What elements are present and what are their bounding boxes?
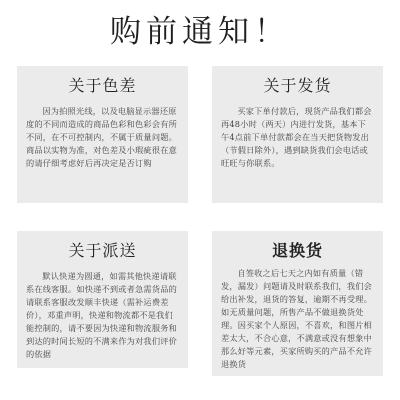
card-body: 因为拍照光线，以及电脑显示器还原度的不同而造成的商品色彩和色彩会有所不同，在不可控制内，不属于质量问题。商品以实物为准，对色差及小瑕疵很在意的请仔细考虑好后再决定是否订购 [26,106,177,168]
card-title: 退换货 [271,241,323,260]
shipping-card [212,66,383,203]
color-difference-card [17,66,188,203]
card-body: 默认快递为圆通，如需其他快递请联系在线客服。如快递不到或者急需货品的请联系客服改发顺丰快递（需补运费差价），邓重声明，快递和物流都不是我们能控制的，请不要因为快递和物流服务和到达的时间长短的不满来作为对我们评价的依据 [26,271,177,359]
card-title: 关于发货 [263,76,332,95]
card-title: 关于色差 [68,76,137,95]
returns-card [212,231,383,376]
card-title: 关于派送 [68,241,137,260]
card-body: 自签收之后七天之内如有质量（错发，漏发）问题请及时联系我们，我们会给出补发，退货的答复，逾期不再受理。如无质量问题，所售产品不做退换货处理。因买家个人原因，不喜欢，和图片相差太大，不合心意，不满意或没有想象中那么好等元素，买家所购买的产品不允许退换货 [221,268,372,369]
delivery-card [17,231,188,368]
page-title: 购前通知！ [110,14,290,50]
card-body: 买家下单付款后，现货产品我们都会再48小时（两天）内进行发货，基本下午4点前下单付款都会在当天把货物发出（节假日除外），遇到缺货我们会电话或旺旺与你联系。 [221,106,372,168]
